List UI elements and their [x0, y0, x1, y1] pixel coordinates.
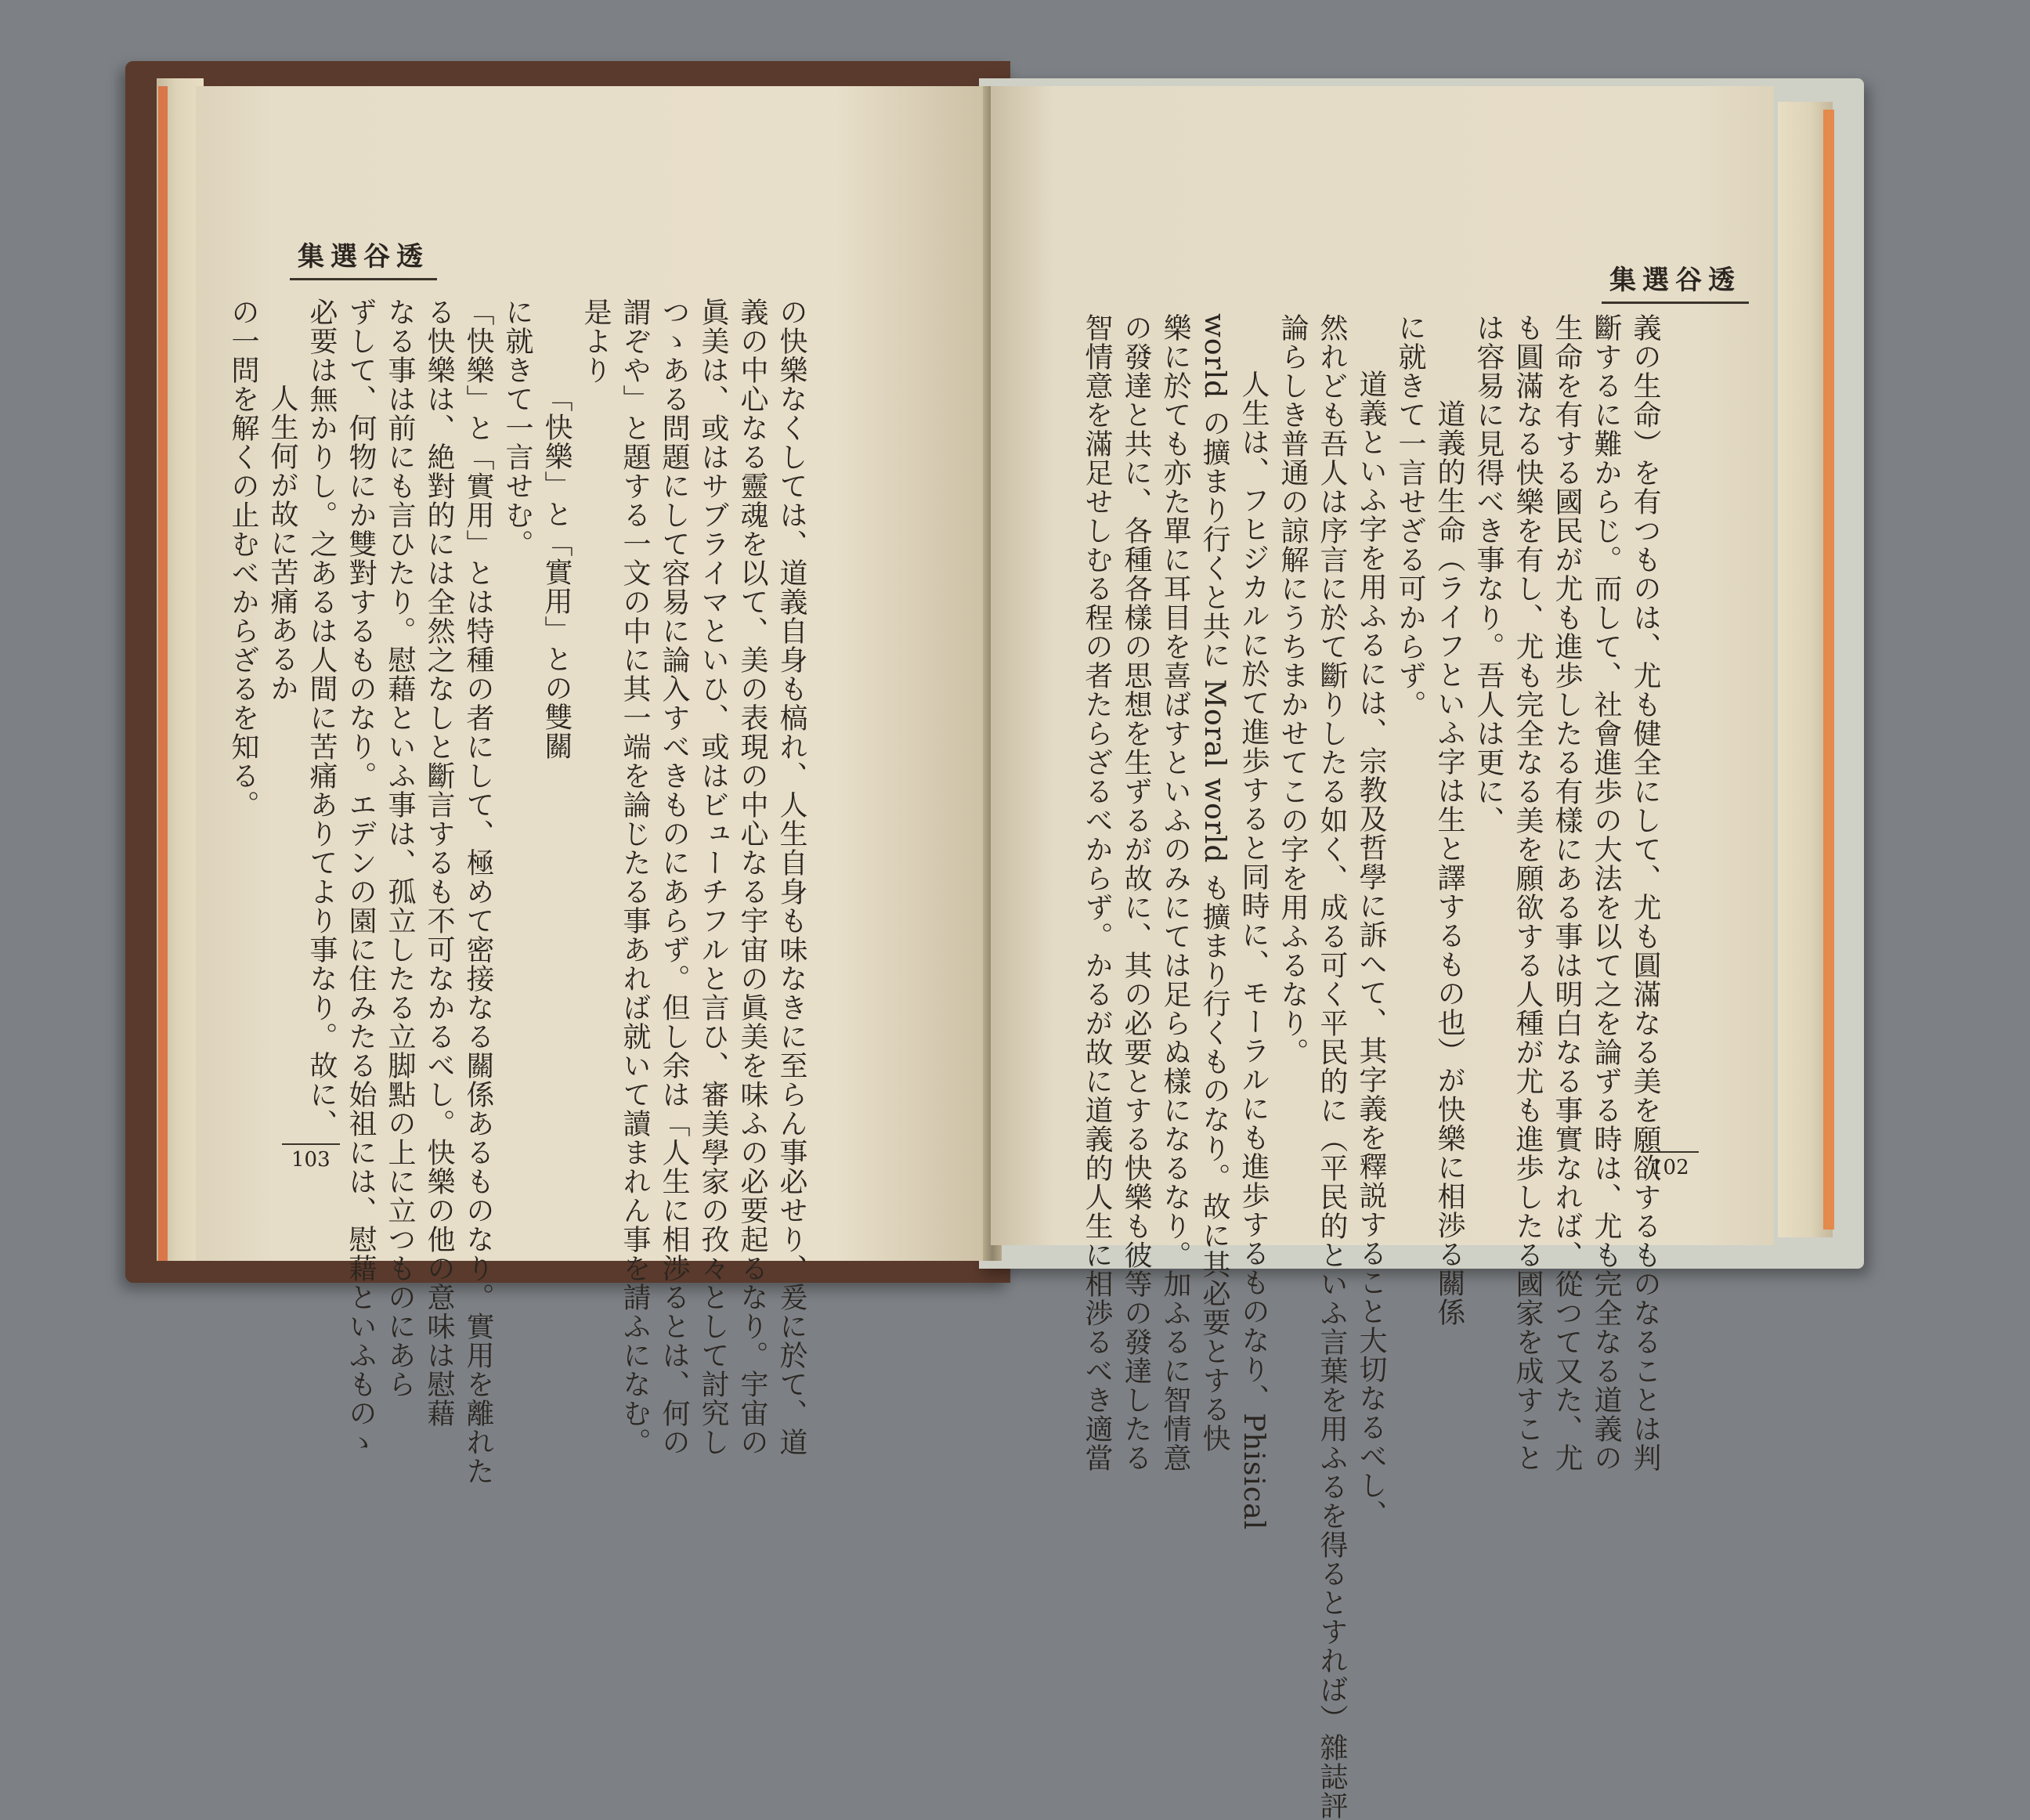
left-line-7: 「快樂」と「實用」との雙關 — [540, 384, 573, 760]
right-line-10: 論らしき普通の諒解にうちまかせてこの字を用ふるなり。 — [1277, 313, 1309, 1067]
left-page — [196, 86, 995, 1486]
right-line-7: に就きて一言せざる可からず。 — [1394, 313, 1426, 719]
left-line-2: 義の中心なる靈魂を以て、美の表現の中心なる宇宙の眞美を味ふの必要起るなり。宇宙の — [736, 298, 768, 1457]
right-line-3: 生命を有する國民が尤も進歩したる有樣にある事は明白なる事實なれば、從つて又た、尤 — [1551, 313, 1583, 1472]
right-line-9: 然れども吾人は序言に於て斷りしたる如く、成る可く平民的に（平民的といふ言葉を用ふるを得るとすれば）雜誌評 — [1316, 313, 1348, 1820]
left-line-15: の一問を解くの止むべからざるを知る。 — [227, 298, 259, 819]
left-line-10: る快樂は、絶對的には全然之なしと斷言するも不可なかるべし。快樂の他の意味は慰藉 — [423, 298, 455, 1428]
right-line-4: も圓滿なる快樂を有し、尤も完全なる美を願欲する人種が尤も進歩したる國家を成すこと — [1512, 313, 1544, 1472]
right-line-2: 斷するに難からじ。而して、社會進歩の大法を以て之を論ずる時は、尤も完全なる道義の — [1590, 313, 1622, 1472]
right-page-header: 集選谷透 — [1602, 258, 1749, 304]
left-line-12: ずして、何物にか雙對するものなり。エデンの園に住みたる始祖には、慰藉といふものゝ — [345, 298, 377, 1457]
left-line-11: なる事は前にも言ひたり。慰藉といふ事は、孤立したる立脚點の上に立つものにあら — [384, 298, 416, 1399]
right-line-11: 人生は、フヒジカルに於て進歩すると同時に、モーラルにも進歩するものなり、Phisical — [1237, 370, 1270, 1531]
page-edge-stain-left — [158, 86, 168, 1261]
left-line-13: 必要は無かりし。之あるは人間に苦痛ありてより事なり。故に、 — [305, 298, 338, 1138]
right-page-body — [1077, 313, 1664, 1820]
left-page-body — [223, 298, 811, 1486]
left-line-1: の快樂なくしては、道義自身も槁れ、人生自身も味なきに至らん事必せり、爰に於て、道 — [775, 298, 807, 1457]
right-line-5: は容易に見得べき事なり。吾人は更に、 — [1472, 313, 1504, 835]
page-edge-stain-right — [1823, 110, 1834, 1230]
right-line-1: 義の生命）を有つものは、尤も健全にして、尤も圓滿なる美を願欲するものなることは判 — [1629, 313, 1661, 1472]
open-book — [125, 55, 1864, 1820]
left-line-8: に就きて一言せむ。 — [501, 298, 533, 558]
right-line-8: 道義といふ字を用ふるには、宗教及哲學に訴へて、其字義を釋説すること大切なるべし、 — [1355, 370, 1387, 1529]
left-page-number: 103 — [282, 1143, 340, 1172]
right-line-14: の發達と共に、各種各樣の思想を生ずるが故に、其の必要とする快樂も彼等の發達したる — [1120, 313, 1152, 1472]
right-line-13: 樂に於ても亦た單に耳目を喜ばすといふのみにては足らぬ樣になるなり。加ふるに智情意 — [1159, 313, 1191, 1472]
left-line-3: 眞美は、或はサブライマといひ、或はビューチフルと言ひ、審美學家の孜々として討究し — [697, 298, 729, 1457]
left-page-header: 集選谷透 — [290, 235, 437, 280]
right-page-number: 102 — [1641, 1151, 1699, 1179]
left-line-14: 人生何が故に苦痛あるか — [266, 384, 298, 702]
left-line-9: 「快樂」と「實用」とは特種の者にして、極めて密接なる關係あるものなり。實用を離れた — [462, 298, 494, 1486]
left-line-6: 是より — [580, 298, 612, 385]
right-line-6: 道義的生命（ライフといふ字は生と譯するもの也）が快樂に相渉る關係 — [1433, 399, 1465, 1327]
left-line-4: つゝある問題にして容易に論入すべきものにあらず。但し余は「人生に相渉るとは、何の — [658, 298, 690, 1457]
right-line-15: 智情意を滿足せしむる程の者たらざるべからず。かるが故に道義的人生に相渉るべき適當 — [1081, 313, 1113, 1472]
right-page — [991, 86, 1774, 1820]
left-line-5: 謂ぞや」と題する一文の中に其一端を論じたる事あれば就いて讀まれん事を請ふになむ。 — [619, 298, 651, 1457]
right-line-12: world の擴まり行くと共に Moral world も擴まり行くものなり。故に其必要とする快 — [1198, 313, 1230, 1453]
